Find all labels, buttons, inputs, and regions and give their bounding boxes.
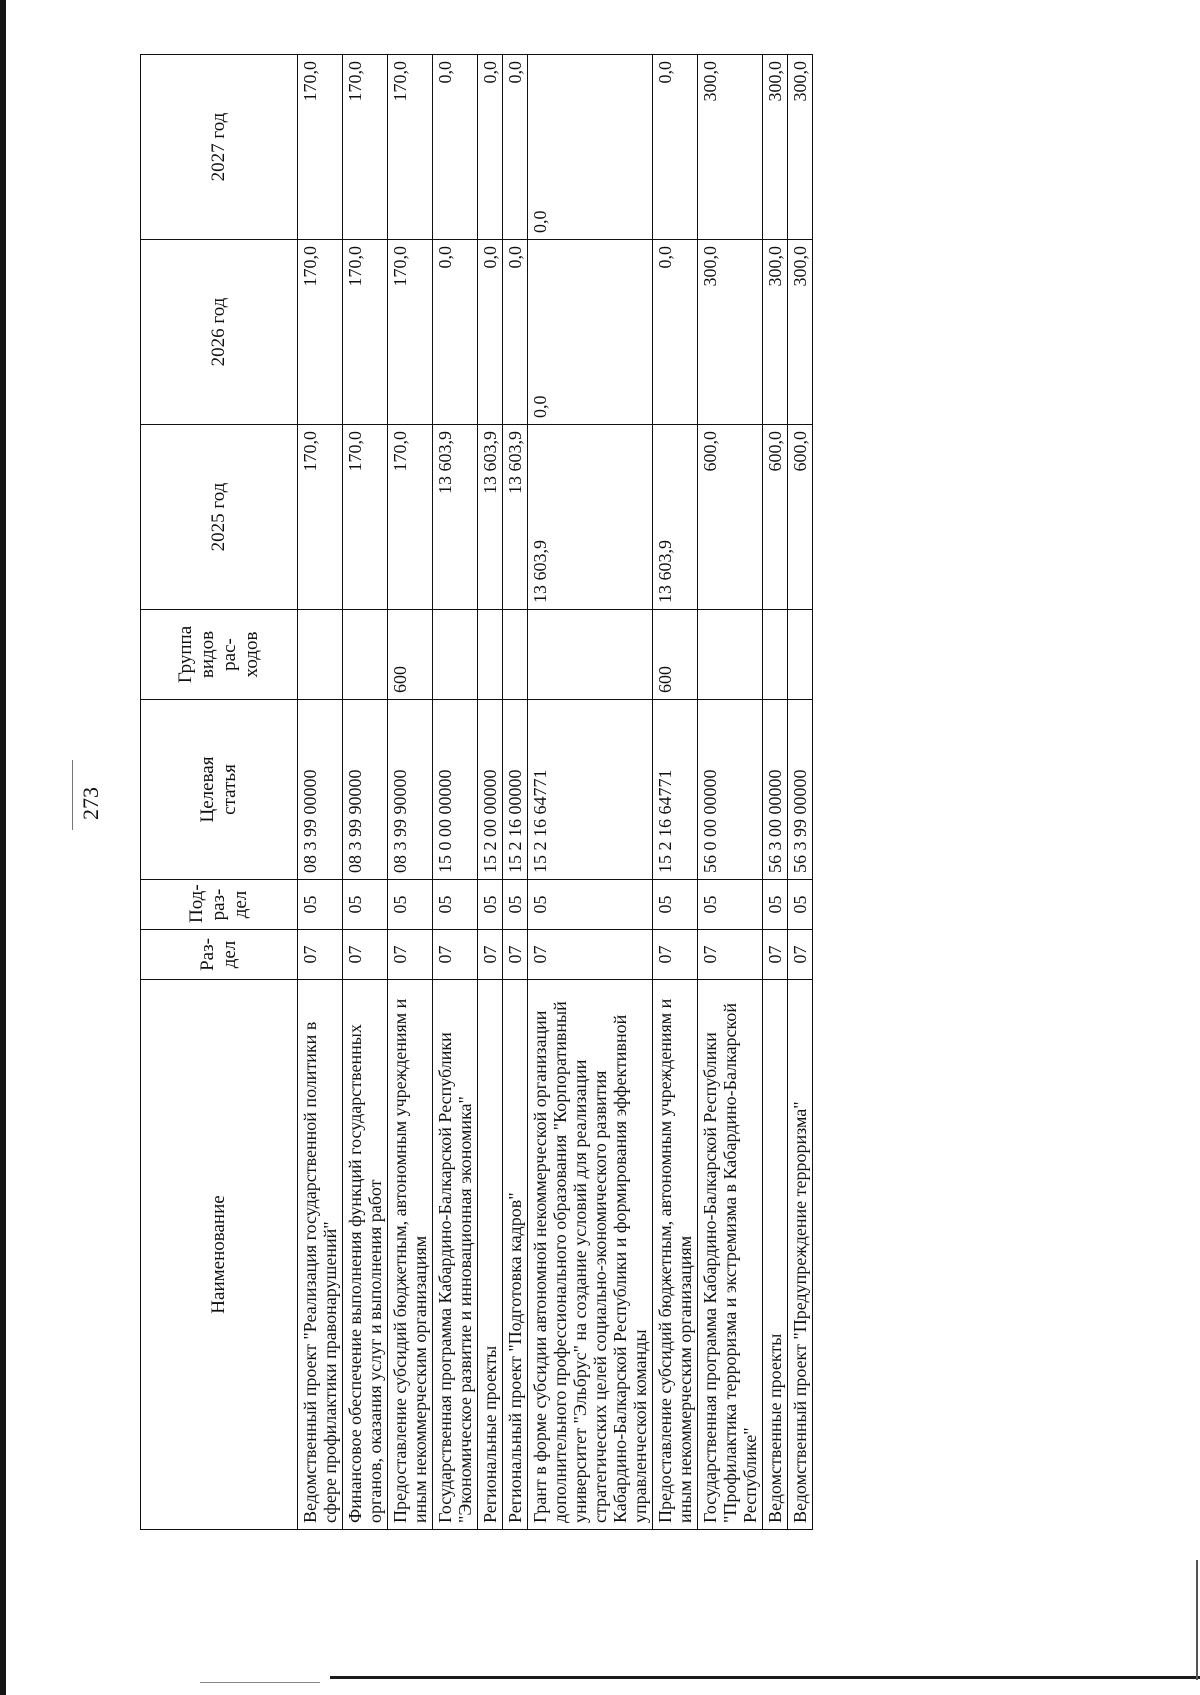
cell-razdel: 07: [388, 930, 433, 980]
cell-2026: 300,0: [763, 240, 788, 425]
cell-celevaya-statya: 15 2 16 64771: [528, 700, 653, 880]
cell-podrazdel: 05: [388, 880, 433, 930]
cell-2027: 0,0: [528, 55, 653, 240]
cell-name: Государственная программа Кабардино-Балкарской Республики "Экономическое развитие и инновационная экономика": [433, 980, 478, 1530]
cell-name: Ведомственные проекты: [763, 980, 788, 1530]
cell-podrazdel: 05: [528, 880, 653, 930]
cell-razdel: 07: [433, 930, 478, 980]
cell-2025: 13 603,9: [478, 425, 503, 610]
scan-edge-bottom-thin: [200, 1682, 320, 1683]
header-gruppa-vidov-rashodov: Группа видов рас- ходов: [141, 610, 298, 700]
cell-gruppa: [433, 610, 478, 700]
cell-celevaya-statya: 56 0 00 00000: [698, 700, 763, 880]
cell-celevaya-statya: 15 0 00 00000: [433, 700, 478, 880]
cell-podrazdel: 05: [433, 880, 478, 930]
header-razdel: Раз- дел: [141, 930, 298, 980]
table-row: [478, 55, 503, 1530]
table-row: [653, 55, 698, 1530]
cell-celevaya-statya: 15 2 16 00000: [503, 700, 528, 880]
cell-2026: 0,0: [503, 240, 528, 425]
cell-podrazdel: 05: [763, 880, 788, 930]
cell-2027: 0,0: [478, 55, 503, 240]
cell-razdel: 07: [343, 930, 388, 980]
cell-2026: 0,0: [528, 240, 653, 425]
cell-gruppa: [343, 610, 388, 700]
cell-celevaya-statya: 15 2 16 64771: [653, 700, 698, 880]
cell-name: Финансовое обеспечение выполнения функций государственных органов, оказания услуг и выполнения работ: [343, 980, 388, 1530]
cell-razdel: 07: [298, 930, 343, 980]
cell-2026: 170,0: [298, 240, 343, 425]
cell-gruppa: [478, 610, 503, 700]
cell-2025: 13 603,9: [433, 425, 478, 610]
cell-2025: 170,0: [343, 425, 388, 610]
cell-2025: 170,0: [298, 425, 343, 610]
header-2027: 2027 год: [141, 55, 298, 240]
scan-edge-left: [0, 0, 6, 1695]
cell-gruppa: [298, 610, 343, 700]
cell-2026: 170,0: [343, 240, 388, 425]
cell-razdel: 07: [528, 930, 653, 980]
cell-name: Предоставление субсидий бюджетным, автономным учреждениям и иным некоммерческим организациям: [653, 980, 698, 1530]
cell-2026: 0,0: [433, 240, 478, 425]
header-2026: 2026 год: [141, 240, 298, 425]
table-row: [788, 55, 813, 1530]
cell-gruppa: [763, 610, 788, 700]
cell-razdel: 07: [503, 930, 528, 980]
cell-2025: 13 603,9: [503, 425, 528, 610]
cell-2027: 0,0: [433, 55, 478, 240]
cell-2025: 600,0: [788, 425, 813, 610]
rotated-table-container: [140, 55, 1050, 1530]
cell-razdel: 07: [478, 930, 503, 980]
cell-celevaya-statya: 08 3 99 00000: [298, 700, 343, 880]
cell-2027: 170,0: [388, 55, 433, 240]
cell-celevaya-statya: 56 3 99 00000: [788, 700, 813, 880]
table-row: [433, 55, 478, 1530]
cell-razdel: 07: [698, 930, 763, 980]
header-podrazdel: Под- раз- дел: [141, 880, 298, 930]
cell-gruppa: 600: [388, 610, 433, 700]
cell-2025: 600,0: [763, 425, 788, 610]
cell-2027: 300,0: [788, 55, 813, 240]
cell-celevaya-statya: 56 3 00 00000: [763, 700, 788, 880]
table-row: [698, 55, 763, 1530]
cell-2025: 170,0: [388, 425, 433, 610]
cell-2027: 0,0: [653, 55, 698, 240]
scan-edge-bottom: [330, 1676, 1200, 1679]
cell-celevaya-statya: 08 3 99 90000: [343, 700, 388, 880]
cell-gruppa: [528, 610, 653, 700]
header-celevaya-statya: Целевая статья: [141, 700, 298, 880]
cell-podrazdel: 05: [653, 880, 698, 930]
table-header-row: [141, 55, 298, 1530]
cell-razdel: 07: [653, 930, 698, 980]
cell-2027: 300,0: [763, 55, 788, 240]
cell-podrazdel: 05: [343, 880, 388, 930]
scan-artifact-line: [72, 760, 73, 830]
table-row: [503, 55, 528, 1530]
cell-name: Региональные проекты: [478, 980, 503, 1530]
cell-gruppa: [788, 610, 813, 700]
cell-name: Грант в форме субсидии автономной некоммерческой организации дополнительного профессионального образования "Корпоративный университет "Эльбрус" на создание условий для реализации стратегических целей социально-экономического развития Кабардино-Балкарской Республики и формирования эффективной управленческой команды: [528, 980, 653, 1530]
header-2025: 2025 год: [141, 425, 298, 610]
cell-razdel: 07: [763, 930, 788, 980]
cell-2026: 170,0: [388, 240, 433, 425]
cell-2026: 300,0: [698, 240, 763, 425]
cell-2026: 300,0: [788, 240, 813, 425]
page-number: 273: [78, 787, 103, 820]
cell-name: Ведомственный проект "Реализация государственной политики в сфере профилактики правонарушений": [298, 980, 343, 1530]
cell-podrazdel: 05: [298, 880, 343, 930]
cell-2025: 13 603,9: [528, 425, 653, 610]
cell-gruppa: [503, 610, 528, 700]
cell-2026: 0,0: [478, 240, 503, 425]
table-row: [343, 55, 388, 1530]
cell-name: Государственная программа Кабардино-Балкарской Республики "Профилактика терроризма и экстремизма в Кабардино-Балкарской Республике": [698, 980, 763, 1530]
cell-podrazdel: 05: [478, 880, 503, 930]
table-row: [388, 55, 433, 1530]
cell-podrazdel: 05: [503, 880, 528, 930]
table-row: [298, 55, 343, 1530]
cell-celevaya-statya: 15 2 00 00000: [478, 700, 503, 880]
cell-name: Предоставление субсидий бюджетным, автономным учреждениям и иным некоммерческим организациям: [388, 980, 433, 1530]
cell-2025: 13 603,9: [653, 425, 698, 610]
cell-razdel: 07: [788, 930, 813, 980]
cell-name: Ведомственный проект "Предупреждение терроризма": [788, 980, 813, 1530]
header-name: Наименование: [141, 980, 298, 1530]
budget-table: [140, 54, 813, 1530]
table-row: [528, 55, 653, 1530]
scan-edge-right: [1196, 1560, 1198, 1680]
cell-celevaya-statya: 08 3 99 90000: [388, 700, 433, 880]
cell-2026: 0,0: [653, 240, 698, 425]
cell-2027: 300,0: [698, 55, 763, 240]
cell-gruppa: [698, 610, 763, 700]
table-row: [763, 55, 788, 1530]
cell-2027: 170,0: [343, 55, 388, 240]
cell-name: Региональный проект "Подготовка кадров": [503, 980, 528, 1530]
cell-gruppa: 600: [653, 610, 698, 700]
cell-podrazdel: 05: [698, 880, 763, 930]
cell-2027: 0,0: [503, 55, 528, 240]
cell-2025: 600,0: [698, 425, 763, 610]
cell-2027: 170,0: [298, 55, 343, 240]
cell-podrazdel: 05: [788, 880, 813, 930]
